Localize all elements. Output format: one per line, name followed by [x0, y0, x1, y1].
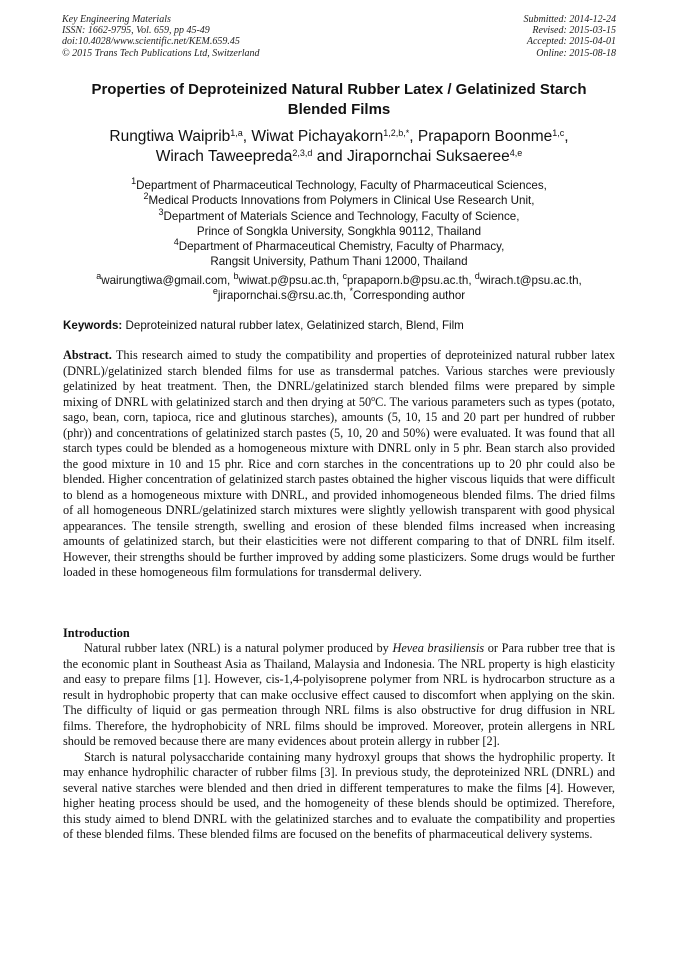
affiliation-sup: 1	[131, 176, 137, 186]
corresponding-author-note: Corresponding author	[353, 289, 466, 303]
degree-sup: o	[371, 393, 376, 403]
title-line-2: Blended Films	[287, 101, 391, 118]
affiliation-list	[62, 178, 616, 270]
author-name: Prapaporn Boonme	[417, 128, 553, 145]
email-sup: b	[233, 271, 239, 281]
affiliation-text: Department of Materials Science and Technology, Faculty of Science,	[163, 209, 520, 223]
affiliation-text: Department of Pharmaceutical Chemistry, Faculty of Pharmacy,	[178, 240, 505, 254]
author-name: Wirach Taweepreda	[155, 148, 293, 165]
email-line-1	[62, 273, 616, 288]
affiliation-sup: 3	[158, 206, 164, 217]
author-conjunction: and	[316, 148, 343, 165]
affiliation-line	[62, 206, 616, 224]
affiliation-sup: 4	[173, 237, 179, 248]
intro-paragraph-2: Starch is natural polysaccharide containing many hydroxyl groups that shows the hydrophilic property. It may enhance hydrophilic character of rubber films [3]. In previous study, the deproteinized NRL (DNRL) and several native starches were blended and then dried in different temperatures to make the films [4]. However, higher heating process should be used, and the homogeneity of these blends should be optimized. Therefore, this study aimed to blend DNRL with the gelatinized starches and to evaluate the compatibility and properties of these blended films. These blended films are focused on the benefits of pharmaceutical delivery systems.	[63, 749, 615, 841]
journal-header-left	[62, 14, 260, 59]
abstract-section	[63, 348, 615, 581]
author-line-1: Rungtiwa Waiprib$^{1,a}$, Wiwat Pichayakorn$^{1,2,b,*}$, Prapaporn Boonme$^{1,c}$,	[109, 128, 569, 145]
intro-text: Natural rubber latex (NRL) is a natural polymer produced by	[84, 641, 389, 655]
journal-header-right	[524, 14, 617, 59]
email-list	[62, 273, 616, 304]
author-sup: 1,2,b,*	[383, 128, 410, 138]
journal-issn: ISSN: 1662-9795, Vol. 659, pp 45-49	[62, 25, 210, 37]
keywords-text: Deproteinized natural rubber latex, Gelatinized starch, Blend, Film	[125, 319, 464, 332]
author-sup: 4,e	[509, 148, 523, 158]
author-line-2	[62, 147, 616, 167]
affiliation-text: Department of Pharmaceutical Technology, Faculty of Pharmaceutical Sciences,	[136, 179, 547, 192]
intro-text: or Para rubber tree that is the economic plant in Southeast Asia as Thailand, Malaysia and Indonesia. The NRL property is high elasticity and easy to prepare films [1]. However, cis-1,4-polyisoprene polymer from NRL is hydrocarbon structure as a result in hydrophobic property that can make occlusive effect caused to discomfort when applying on the skin. The difficulty of liquid or gas permeation through NRL films is also obstructive for drug diffusion in NRL films. Therefore, the hydrophobicity of NRL films should be improved. Moreover, protein allergens in NRL should be removed because there are many evidences about protein allergy in rubber [2].	[63, 641, 615, 748]
paper-title	[62, 80, 616, 120]
intro-species-name: Hevea brasiliensis	[392, 641, 485, 655]
journal-doi: doi:10.4028/www.scientific.net/KEM.659.45	[62, 36, 240, 48]
affiliation-line	[62, 193, 616, 208]
introduction-heading: Introduction	[63, 626, 130, 640]
email-link[interactable]: wiwat.p@psu.ac.th,	[238, 274, 340, 287]
author-name: Jirapornchai Suksaeree	[346, 148, 510, 165]
author-sup: 1,a	[230, 128, 243, 138]
abstract-label: Abstract.	[63, 348, 112, 362]
revised-date: Revised: 2015-03-15	[532, 25, 616, 37]
email-sup: d	[474, 271, 480, 281]
email-link[interactable]: wairungtiwa@gmail.com,	[101, 274, 231, 287]
submitted-date: Submitted: 2014-12-24	[523, 14, 616, 25]
abstract-text-1: This research aimed to study the compatibility and properties of deproteinized natural rubber latex (DNRL)/gelatinized starch blended films for use as transdermal patches. Various starches were previously gelatinized by heat treatment. Then, the DNRL/gelatinized starch blended films were prepared by simple mixing of DNRL with gelatinized starch and then drying at 50	[63, 348, 615, 409]
author-list	[62, 127, 616, 167]
affiliation-line: Prince of Songkla University, Songkhla 90112, Thailand	[196, 224, 482, 238]
affiliation-text: Medical Products Innovations from Polymers in Clinical Use Research Unit,	[148, 194, 535, 208]
affiliation-sup: 2	[143, 191, 149, 202]
author-name: Rungtiwa Waiprib	[109, 128, 231, 145]
intro-paragraph-1	[63, 641, 615, 750]
email-line-2	[62, 288, 616, 303]
author-sup: 1,c	[552, 128, 565, 138]
keywords-section	[63, 318, 617, 333]
accepted-date: Accepted: 2015-04-01	[526, 36, 616, 48]
email-sup: a	[96, 271, 102, 281]
email-sup: c	[342, 271, 347, 281]
online-date: Online: 2015-08-18	[536, 47, 616, 59]
journal-name: Key Engineering Materials	[62, 14, 171, 25]
keywords-label: Keywords:	[63, 319, 123, 332]
email-link[interactable]: prapaporn.b@psu.ac.th,	[346, 274, 472, 287]
abstract-text-2: C. The various parameters such as types (potato, sago, bean, corn, tapioca, rice and glutinous starches), amounts (5, 10, 15 and 20 part per hundred of rubber (phr)) and concentrations of gelatinized starch pastes (5, 10, 20 and 50%) were evaluated. It was found that all starch types could be blended as a homogeneous mixture with DNRL only in 5 phr. Bean starch also provided the good mixture in 10 and 15 phr. Rice and corn starches in the concentrations up to 20 phr could also be blended. Higher concentration of gelatinized starch pastes obtained the higher viscous liquids that were difficult to blend as a homogeneous mixture with DNRL, and provided inhomogeneous blended films. The dried films of all homogeneous DNRL/gelatinized starch mixtures were slightly yellowish transparent with good physical appearances. The tensile strength, swelling and erosion of these blended films increased when increasing amounts of gelatinized starch, but their elasticities were not different comparing to that of DNRL film itself. However, their strengths should be further improved by adding some plasticizers. Some drugs would be further loaded in these homogeneous film formulations for transdermal delivery.	[63, 394, 615, 579]
author-name: Wiwat Pichayakorn	[251, 128, 384, 145]
affiliation-line	[62, 239, 616, 254]
affiliation-line: Rangsit University, Pathum Thani 12000, Thailand	[210, 255, 468, 269]
author-sup: 2,3,d	[292, 148, 313, 158]
corresponding-mark: *	[349, 286, 353, 297]
email-sup: e	[212, 286, 218, 297]
introduction-body	[63, 641, 615, 843]
email-link[interactable]: wirach.t@psu.ac.th,	[479, 274, 582, 287]
title-line-1: Properties of Deproteinized Natural Rubber Latex / Gelatinized Starch	[91, 81, 587, 98]
journal-copyright: © 2015 Trans Tech Publications Ltd, Switzerland	[62, 47, 260, 59]
email-link[interactable]: jirapornchai.s@rsu.ac.th,	[217, 289, 347, 303]
